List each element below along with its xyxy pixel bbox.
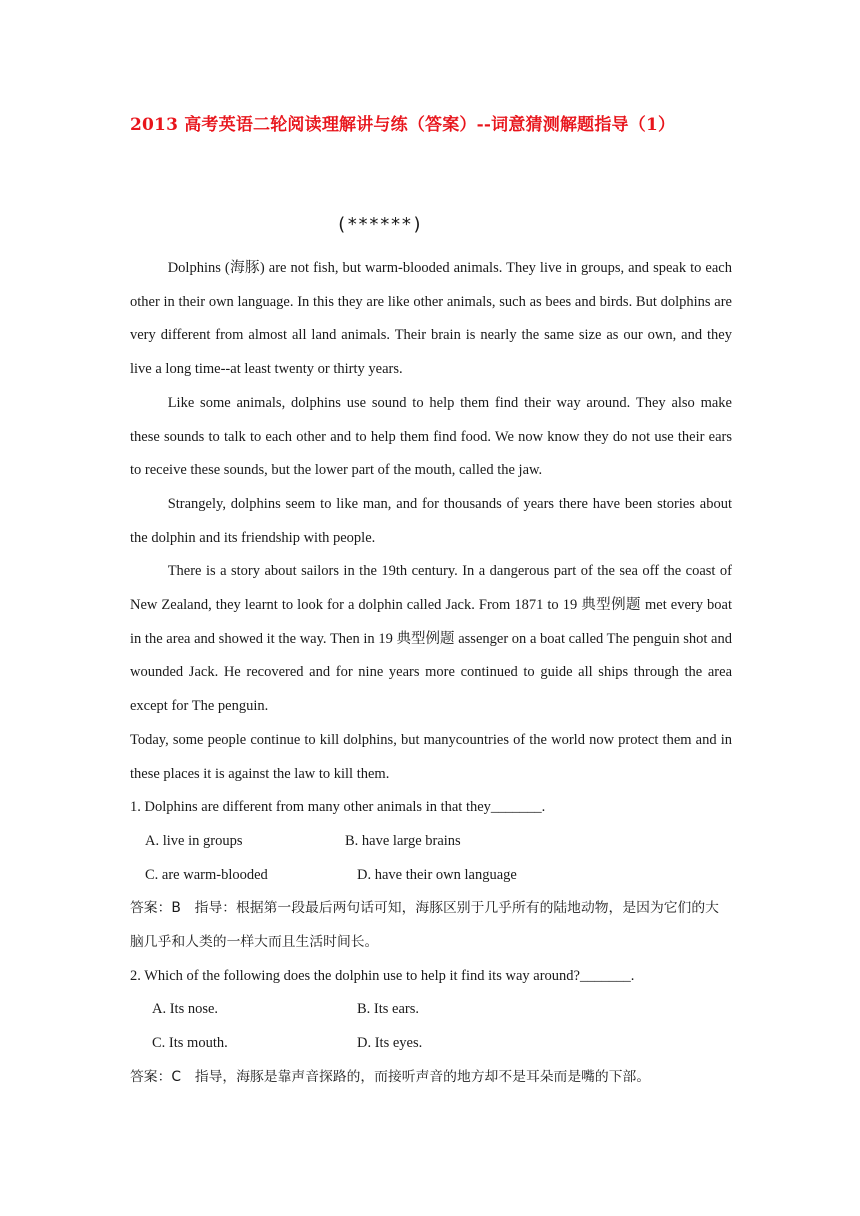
question-2-option-a: A. Its nose. xyxy=(152,1001,219,1018)
question-1-option-d: D. have their own language xyxy=(357,866,517,883)
question-1 xyxy=(130,791,732,960)
document-title: 2013 高考英语二轮阅读理解讲与练（答案）--词意猜测解题指导（1） xyxy=(130,115,676,135)
document-subtitle: (******) xyxy=(336,214,423,235)
passage-paragraph-2: Like some animals, dolphins use sound to help them find their way around. They also make these sounds to talk to each other and to help them find food. We now know they do not use their ears to receive these sounds, but the lower part of the mouth, called the jaw. xyxy=(130,394,732,479)
document-body xyxy=(130,252,732,1095)
question-2 xyxy=(130,960,732,1095)
question-2-option-d: D. Its eyes. xyxy=(357,1035,423,1052)
question-2-answer: 答案：C 指导，海豚是靠声音探路的，而接听声音的地方却不是耳朵而是嘴的下部。 xyxy=(130,1068,651,1085)
question-2-option-b: B. Its ears. xyxy=(357,1001,420,1018)
question-1-options-row-2 xyxy=(130,859,732,893)
passage-paragraph-4: There is a story about sailors in the 19th century. In a dangerous part of the sea off the coast of New Zealand, they learnt to look for a dolphin called Jack. From 1871 to 19 典型例题 met every boat in the area and showed it the way. Then in 19 典型例题 assenger on a boat called The penguin shot and wounded Jack. He recovered and for nine years more continued to guide all ships through the area except for The penguin. xyxy=(130,563,732,715)
question-1-answer: 答案：B 指导：根据第一段最后两句话可知，海豚区别于几乎所有的陆地动物，是因为它们的大脑几乎和人类的一样大而且生活时间长。 xyxy=(130,900,719,951)
question-1-options-row-1 xyxy=(130,825,732,859)
question-2-stem: 2. Which of the following does the dolphin use to help it find its way around?_______. xyxy=(130,967,635,984)
passage-paragraph-5: Today, some people continue to kill dolphins, but manycountries of the world now protect them and in these places it is against the law to kill them. xyxy=(130,731,732,782)
question-2-options-row-2 xyxy=(130,1027,732,1061)
passage-paragraph-3: Strangely, dolphins seem to like man, and for thousands of years there have been stories about the dolphin and its friendship with people. xyxy=(130,495,732,546)
question-1-option-a: A. live in groups xyxy=(145,832,243,849)
question-1-option-b: B. have large brains xyxy=(345,832,461,849)
question-1-option-c: C. are warm-blooded xyxy=(145,866,268,883)
question-1-stem: 1. Dolphins are different from many other animals in that they_______. xyxy=(130,799,546,816)
question-2-options-row-1 xyxy=(130,993,732,1027)
passage-paragraph-1: Dolphins (海豚) are not fish, but warm-blooded animals. They live in groups, and speak to each other in their own language. In this they are like other animals, such as bees and birds. But dolphins are very different from almost all land animals. Their brain is nearly the same size as our own, and they live a long time--at least twenty or thirty years. xyxy=(130,260,732,378)
question-2-option-c: C. Its mouth. xyxy=(152,1035,228,1052)
